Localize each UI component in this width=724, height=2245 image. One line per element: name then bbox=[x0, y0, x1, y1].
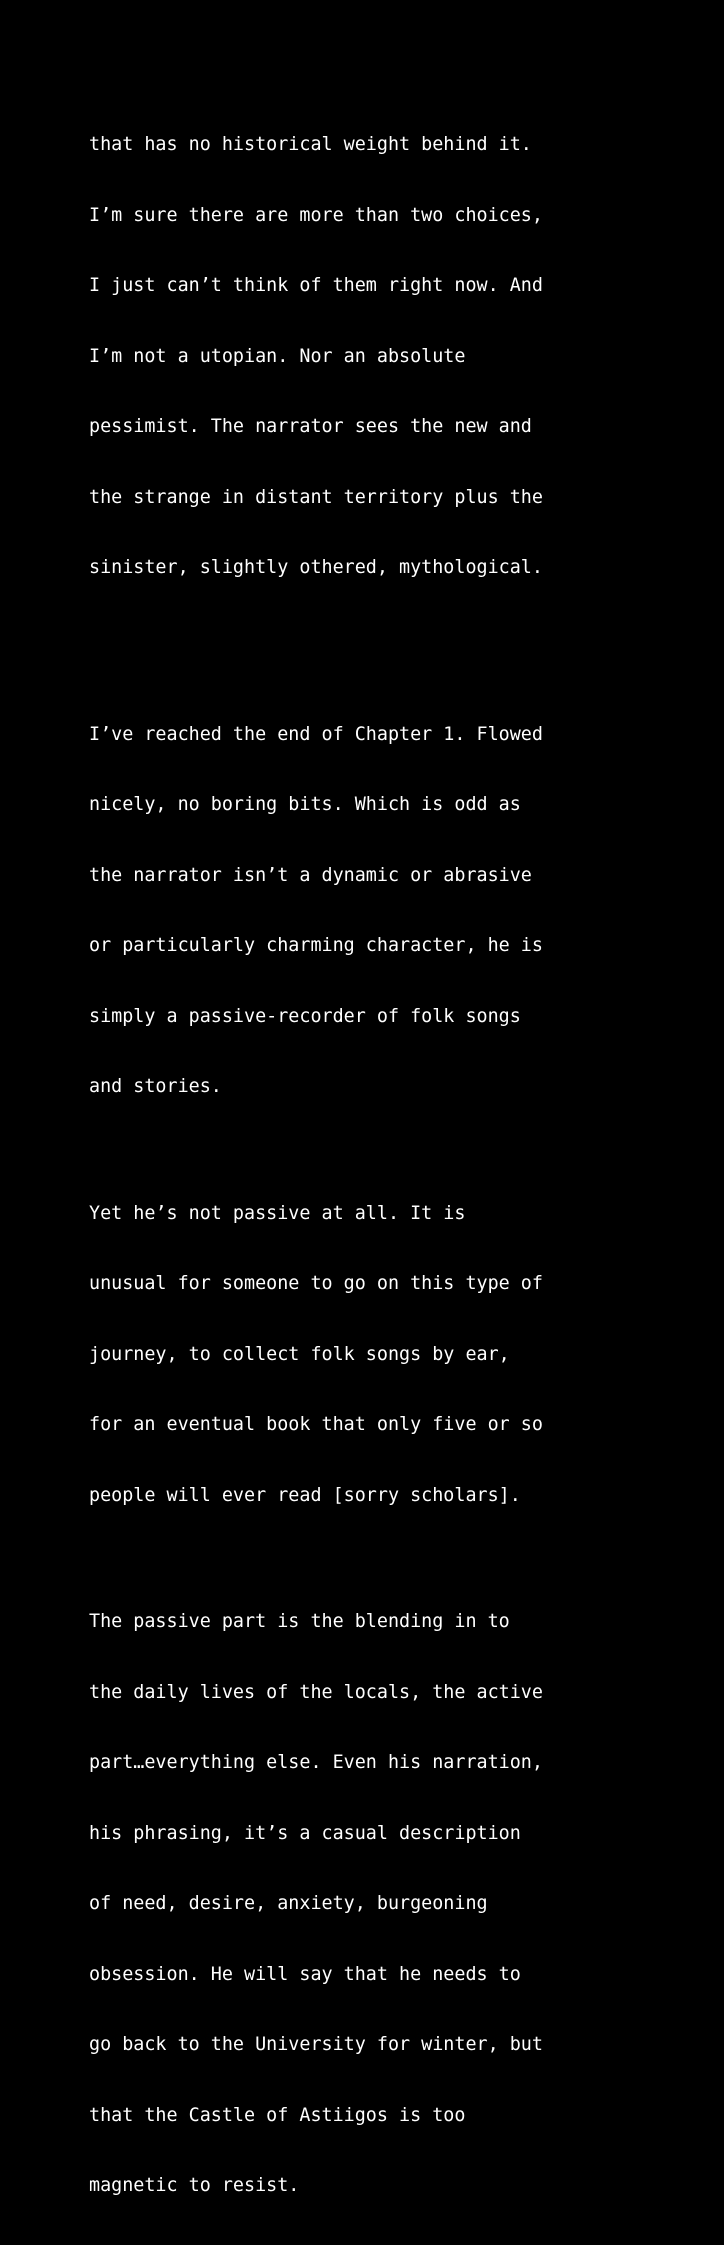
text-line: I’ve reached the end of Chapter 1. Flowed bbox=[89, 723, 543, 745]
text-line: simply a passive-recorder of folk songs bbox=[89, 1005, 521, 1027]
text-line: magnetic to resist. bbox=[89, 2175, 300, 2196]
text-line: the narrator isn’t a dynamic or abrasive bbox=[89, 864, 532, 886]
text-line: I just can’t think of them right now. And bbox=[89, 275, 543, 296]
paragraph-3 bbox=[89, 1155, 709, 1555]
text-line: The passive part is the blending in to bbox=[89, 1611, 510, 1632]
text-line: journey, to collect folk songs by ear, bbox=[89, 1343, 510, 1365]
text-line: go back to the University for winter, but bbox=[89, 2034, 543, 2055]
text-line: of need, desire, anxiety, burgeoning bbox=[89, 1893, 488, 1914]
text-line: I’m not a utopian. Nor an absolute bbox=[89, 345, 466, 367]
text-line: Yet he’s not passive at all. It is bbox=[89, 1202, 466, 1224]
text-line: unusual for someone to go on this type of bbox=[89, 1273, 543, 1294]
text-line: pessimist. The narrator sees the new and bbox=[89, 416, 532, 437]
text-line: and stories. bbox=[89, 1076, 222, 1097]
text-line: for an eventual book that only five or so bbox=[89, 1414, 543, 1435]
text-line: that has no historical weight behind it. bbox=[89, 134, 532, 155]
text-line: obsession. He will say that he needs to bbox=[89, 1963, 521, 1985]
text-line: I’m sure there are more than two choices, bbox=[89, 204, 543, 226]
paragraph-1 bbox=[89, 86, 709, 627]
text-line: that the Castle of Astiigos is too bbox=[89, 2104, 466, 2126]
section-break bbox=[89, 627, 709, 676]
text-line: his phrasing, it’s a casual description bbox=[89, 1822, 521, 1844]
text-line: or particularly charming character, he is bbox=[89, 935, 543, 956]
document-page bbox=[89, 86, 709, 2245]
paragraph-4 bbox=[89, 1563, 709, 2245]
text-line: the strange in distant territory plus the bbox=[89, 486, 543, 508]
text-line: part…everything else. Even his narration, bbox=[89, 1752, 543, 1773]
text-line: nicely, no boring bits. Which is odd as bbox=[89, 794, 521, 815]
text-line: the daily lives of the locals, the active bbox=[89, 1681, 543, 1703]
paragraph-2 bbox=[89, 676, 709, 1146]
text-line: people will ever read [sorry scholars]. bbox=[89, 1484, 521, 1506]
text-line: sinister, slightly othered, mythological. bbox=[89, 557, 543, 578]
